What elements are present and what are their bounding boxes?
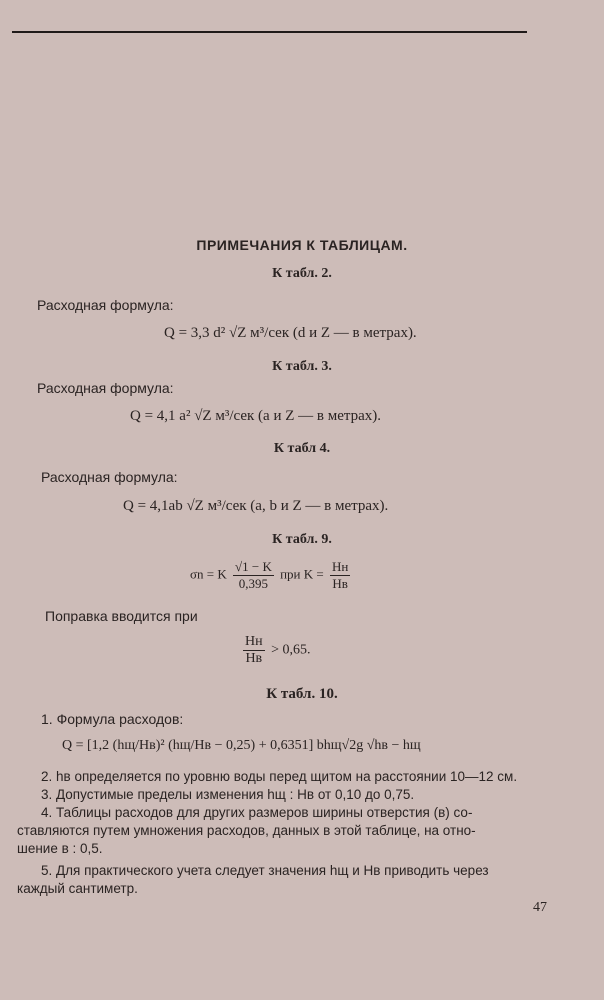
formula-sigma: σn = K [190,566,227,582]
top-rule [12,31,527,33]
fraction-numerator: √1 − K [234,559,272,574]
section-4-title: К табл 4. [273,441,331,456]
item-4-line-1: 4. Таблицы расходов для других размеров ширины отверстия (в) со- [41,805,473,820]
condition-denominator: Hв [245,651,263,666]
section-3-label: Расходная формула: [37,380,174,396]
section-2-formula: Q = 3,3 d² √Z м³/сек (d и Z — в метрах). [164,325,417,341]
item-4-line-2: ставляются путем умножения расходов, данных в этой таблице, на отно- [17,823,476,838]
formula-fraction-k [330,559,350,592]
item-2: 2. hв определяется по уровню воды перед щитом на расстоянии 10—12 см. [41,769,518,784]
condition-rhs: > 0,65. [271,642,311,658]
notes-heading: ПРИМЕЧАНИЯ К ТАБЛИЦАМ. [196,237,408,253]
item-1-formula: Q = [1,2 (hщ/Hв)² (hщ/Hв − 0,25) + 0,6351] bhщ√2g √hв − hщ [62,738,421,753]
formula-condition: при K = [280,566,324,582]
section-3-formula: Q = 4,1 a² √Z м³/сек (a и Z — в метрах). [130,408,382,424]
condition-numerator: Hн [245,634,263,649]
correction-condition [240,634,311,667]
section-2-label: Расходная формула: [37,297,174,313]
section-3-title: К табл. 3. [272,359,332,374]
fraction-k-denominator: Hв [332,576,348,591]
section-9-formula [190,559,353,592]
item-1: 1. Формула расходов: [41,711,184,727]
section-2-title: К табл. 2. [272,266,332,281]
item-5-line-2: каждый сантиметр. [17,881,138,896]
fraction-denominator: 0,395 [238,576,269,591]
item-4-line-3: шение в : 0,5. [17,841,103,856]
section-9-title: К табл. 9. [272,532,332,547]
condition-fraction [243,634,265,667]
section-10-title: К табл. 10. [266,686,338,702]
correction-text: Поправка вводится при [45,608,198,624]
page-number: 47 [533,900,547,915]
item-5-line-1: 5. Для практического учета следует значения hщ и Hв приводить через [41,863,489,878]
formula-fraction [233,559,274,592]
section-4-label: Расходная формула: [41,469,178,485]
item-3: 3. Допустимые пределы изменения hщ : Hв от 0,10 до 0,75. [41,787,415,802]
fraction-k-numerator: Hн [331,559,349,574]
section-4-formula: Q = 4,1ab √Z м³/сек (a, b и Z — в метрах). [123,498,389,514]
